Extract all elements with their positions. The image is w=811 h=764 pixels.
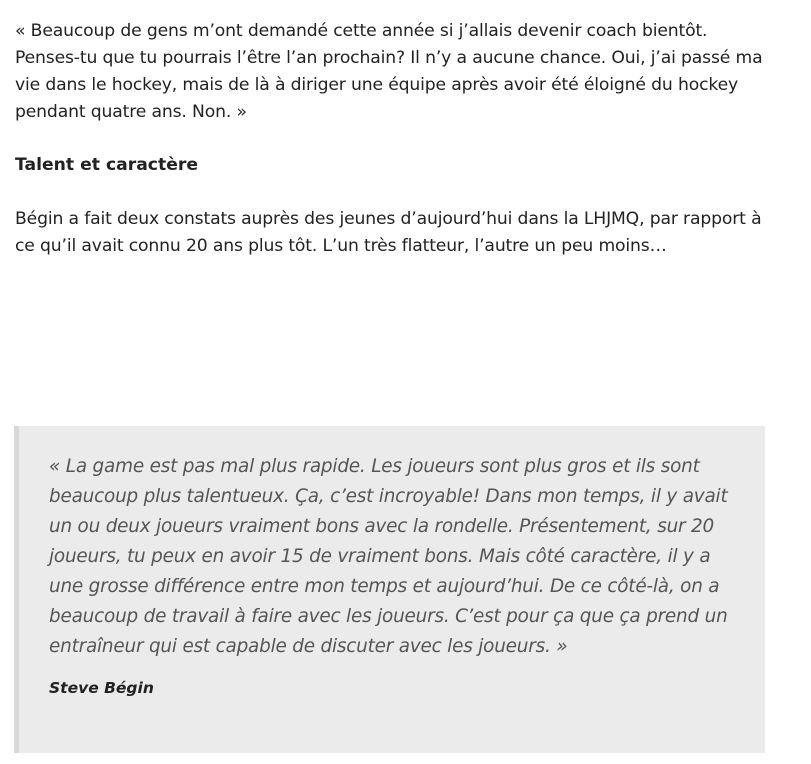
quote-author: Steve Bégin: [49, 679, 154, 697]
section-heading: Talent et caractère: [15, 155, 199, 175]
article-paragraph: « Beaucoup de gens m’ont demandé cette année si j’allais devenir coach bientôt. Penses-tu que tu pourrais l’être l’an prochain? Il n’y a aucune chance. Oui, j’ai passé ma vie dans le hockey, mais de là à diriger une équipe après avoir été éloigné du hockey pendant quatre ans. Non. »: [15, 21, 763, 122]
pull-quote: [14, 426, 765, 753]
article-body: [15, 18, 775, 260]
quote-text: « La game est pas mal plus rapide. Les joueurs sont plus gros et ils sont beaucoup plus talentueux. Ça, c’est incroyable! Dans mon temps, il y avait un ou deux joueurs vraiment bons avec la rondelle. Présentement, sur 20 joueurs, tu peux en avoir 15 de vraiment bons. Mais côté caractère, il y a une grosse différence entre mon temps et aujourd’hui. De ce côté-là, on a beaucoup de travail à faire avec les joueurs. C’est pour ça que ça prend un entraîneur qui est capable de discuter avec les joueurs. »: [49, 456, 728, 657]
article-paragraph: Bégin a fait deux constats auprès des jeunes d’aujourd’hui dans la LHJMQ, par rapport à ce qu’il avait connu 20 ans plus tôt. L’un très flatteur, l’autre un peu moins…: [15, 209, 762, 256]
